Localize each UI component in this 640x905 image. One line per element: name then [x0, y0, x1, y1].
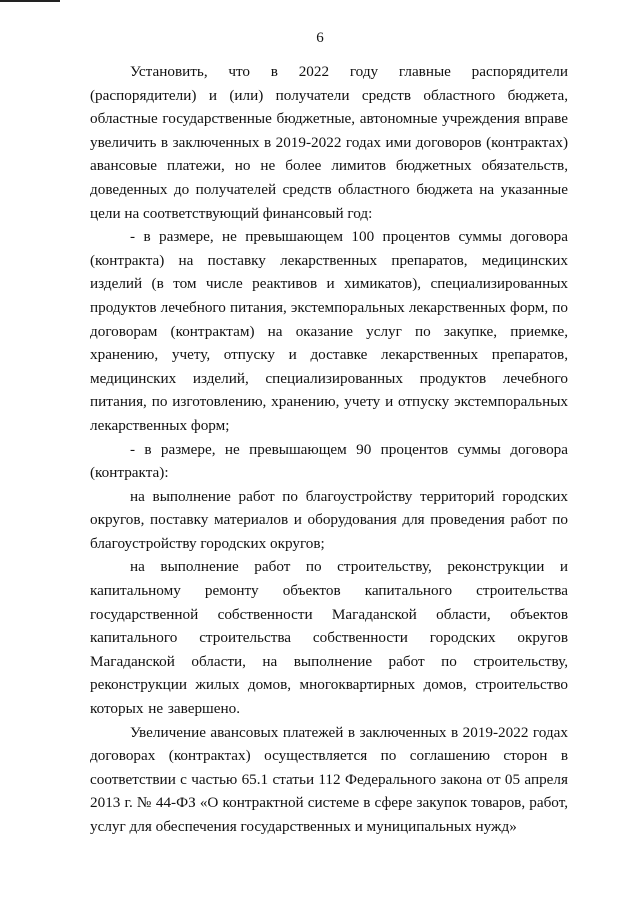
paragraph-intro: Установить, что в 2022 году главные распорядители (распорядители) и (или) получатели средств областного бюджета, областные государственные бюджетные, автономные учреждения вправе увеличить в заключенных в 2019-2022 годах ими договоров (контрактах) авансовые платежи, но не более лимитов бюджетных обязательств, доведенных до получателей средств областного бюджета на указанные цели на соответствующий финансовый год:	[90, 63, 568, 222]
paragraph-construction-works: на выполнение работ по строительству, реконструкции и капитальному ремонту объектов капитального строительства государственной собственности Магаданской области, объектов капитального строительства собственности городских округов Магаданской области, на выполнение работ по строительству, реконструкции жилых домов, многоквартирных домов, строительство которых не завершено.	[90, 558, 568, 718]
paragraph-advance-increase: Увеличение авансовых платежей в заключенных в 2019-2022 годах договорах (контрактах) осуществляется по соглашению сторон в соответствии с частью 65.1 статьи 112 Федерального закона от 05 апреля 2013 г. № 44-ФЗ «О контрактной системе в сфере закупок товаров, работ, услуг для обеспечения государственных и муниципальных нужд»	[90, 723, 568, 835]
paragraph-ninety-percent: - в размере, не превышающем 90 процентов суммы договора (контракта):	[90, 440, 568, 482]
paragraph-medical-supplies: - в размере, не превышающем 100 процентов суммы договора (контракта) на поставку лекарственных препаратов, медицинских изделий (в том числе реактивов и химикатов), специализированных продуктов лечебного питания, экстемпоральных лекарственных форм, по договорам (контрактам) на оказание услуг по закупке, приемке, хранению, учету, отпуску и доставке лекарственных препаратов, медицинских изделий, специализированных продуктов лечебного питания, по изготовлению, хранению, учету и отпуску экстемпоральных лекарственных форм;	[90, 228, 568, 434]
top-rule	[0, 0, 60, 2]
page-number: 6	[316, 30, 324, 46]
document-body	[90, 60, 568, 839]
paragraph-improvement-works: на выполнение работ по благоустройству территорий городских округов, поставку материалов и оборудования для проведения работ по благоустройству городских округов;	[90, 487, 568, 552]
